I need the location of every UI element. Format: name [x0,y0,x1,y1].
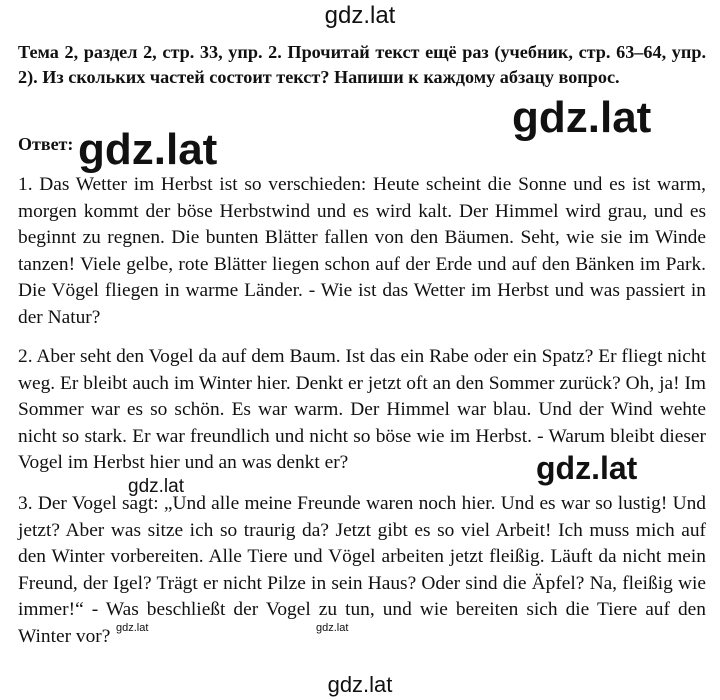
watermark-middle: gdz.lat [532,452,641,484]
answer-paragraph-1: 1. Das Wetter im Herbst ist so verschieden: Heute scheint die Sonne und es ist warm, morgen kommt der böse Herbstwind und es wird kalt. Der Himmel wird grau, und es beginnt zu regnen. Die bunten Blätter fallen von den Bäumen. Seht, wie sie im Winde tanzen! Viele gelbe, rote Blätter liegen schon auf der Erde und auf den Bänken im Park. Die Vögel fliegen in warme Länder. - Wie ist das Wetter im Herbst und was passiert in der Natur? [18,174,706,328]
watermark-bottom: gdz.lat [327,672,393,697]
answer-label: Ответ: [18,134,74,154]
task-statement: Тема 2, раздел 2, стр. 33, упр. 2. Прочитай текст ещё раз (учебник, стр. 63–64, упр. 2). Из скольких частей состоит текст? Напиши к каждому абзацу вопрос. [18,42,706,87]
answer-paragraph-3: 3. Der Vogel sagt: „Und alle meine Freunde waren noch hier. Und es war so lustig! Und jetzt? Aber was sitze ich so traurig da? Jetzt gibt es so viel Arbeit! Ich muss mich auf den Winter vorbereiten. Alle Tiere und Vögel arbeiten jetzt fleißig. Läuft da nicht mein Freund, der Igel? Trägt er nicht Pilze in sein Haus? Oder sind die Äpfel? Na, fleißig wie immer!“ - Was beschließt der Vogel zu tun, und wie bereiten sich die Tiere auf den Winter vor? [18,493,706,647]
answer-paragraph-2: 2. Aber seht den Vogel da auf dem Baum. Ist das ein Rabe oder ein Spatz? Er fliegt nicht weg. Er bleibt auch im Winter hier. Denkt er jetzt oft an den Sommer zurück? Oh, ja! Im Sommer war es so schön. Es war warm. Der Himmel war blau. Und der Wind wehte nicht so stark. Er war freundlich und nicht so böse wie im Herbst. - Warum bleibt dieser Vogel im Herbst hier und an was denkt er? [18,346,706,474]
watermark-tiny-right: gdz.lat [316,622,349,634]
watermark-right: gdz.lat [512,93,652,142]
watermark-answer-overlay: gdz.lat [74,128,221,172]
watermark-tiny-left: gdz.lat [116,622,149,634]
watermark-top: gdz.lat [324,2,396,29]
watermark-small: gdz.lat [128,476,184,497]
